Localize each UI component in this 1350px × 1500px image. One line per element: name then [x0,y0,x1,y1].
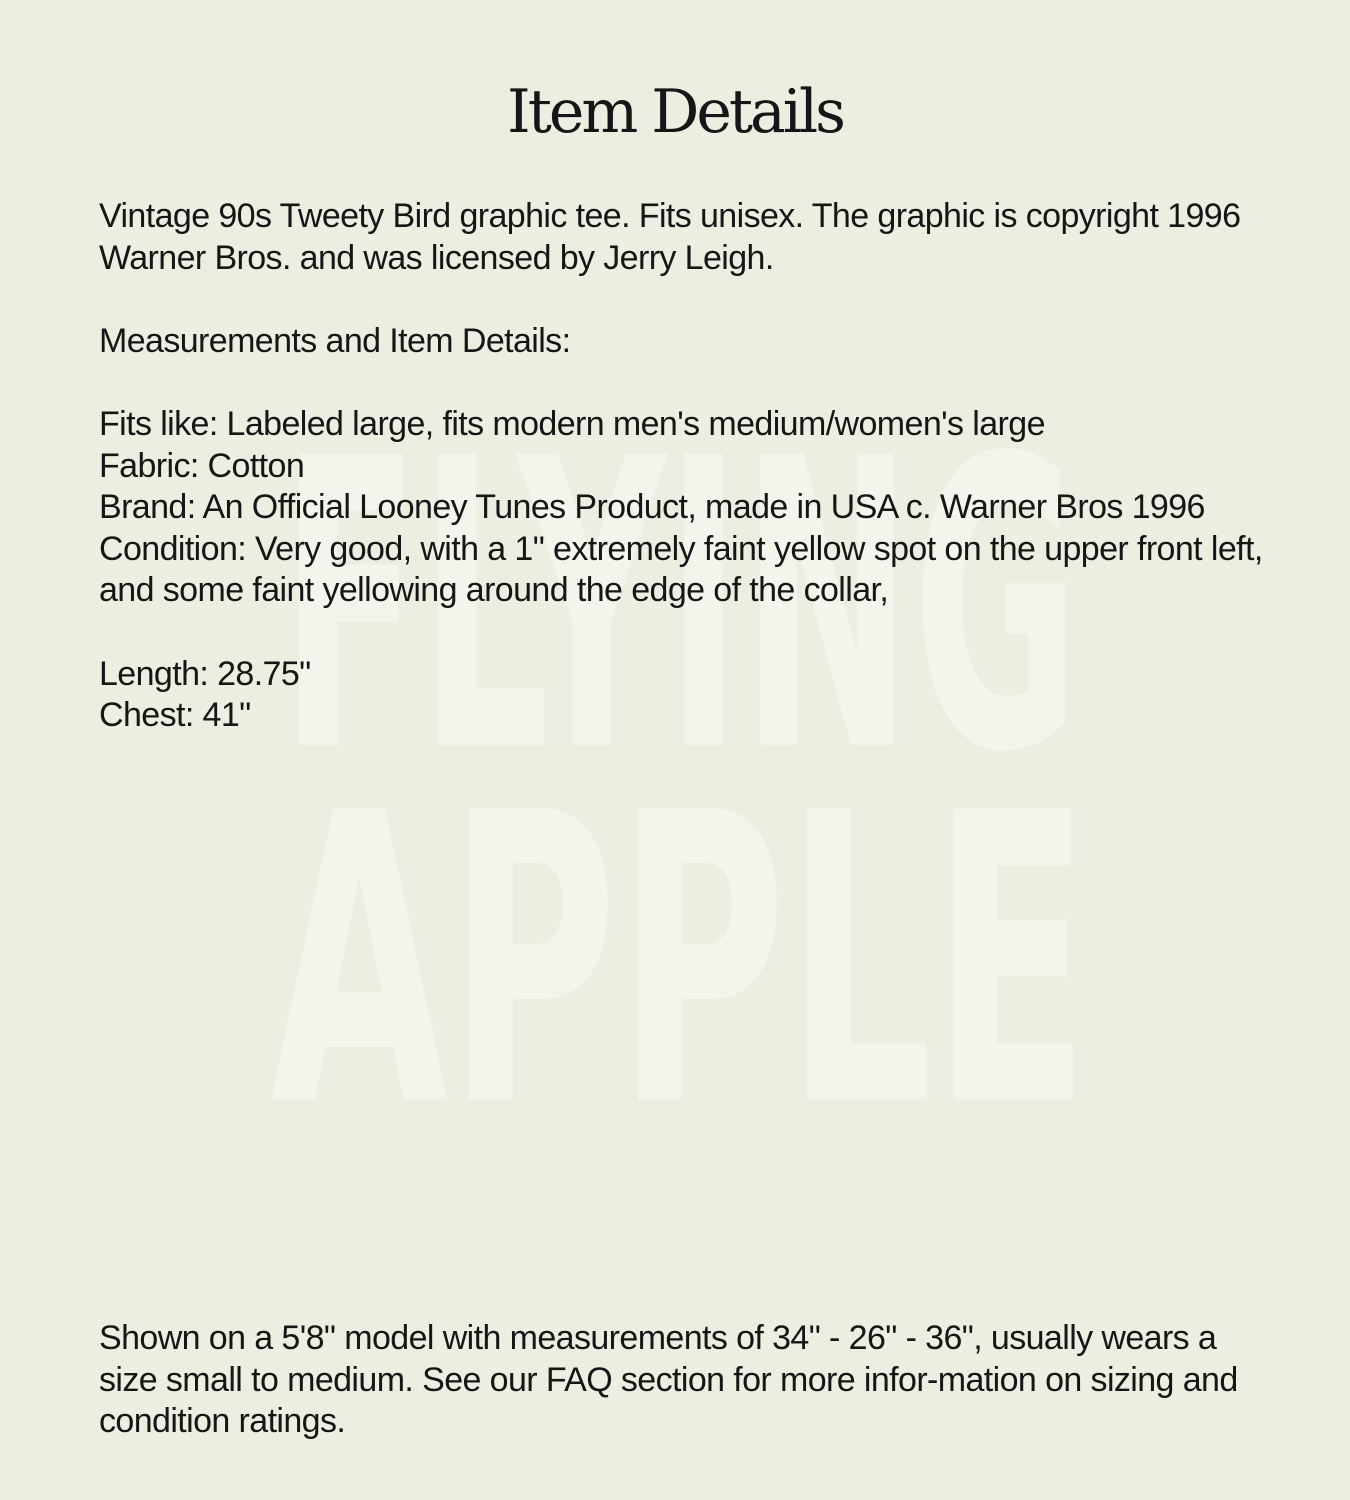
detail-condition: Condition: Very good, with a 1" extremely faint yellow spot on the upper front left, and some faint yellowing around the edge of the collar, [99,529,1263,610]
detail-fabric: Fabric: Cotton [99,446,305,485]
item-description [99,196,1269,737]
spacer [99,362,1269,404]
section-heading: Measurements and Item Details: [99,321,571,360]
intro-text: Vintage 90s Tweety Bird graphic tee. Fits unisex. The graphic is copyright 1996 Warner Bros. and was licensed by Jerry Leigh. [99,197,1241,277]
watermark-line-1: FLYING [280,375,1080,840]
detail-brand: Brand: An Official Looney Tunes Product, made in USA c. Warner Bros 1996 [99,488,1205,527]
detail-fits-like: Fits like: Labeled large, fits modern men's medium/women's large [99,404,1045,443]
model-sizing-note: Shown on a 5'8" model with measurements of 34" - 26" - 36", usually wears a size small to medium. See our FAQ section for more infor-mation on sizing and condition ratings. [99,1319,1238,1441]
measurement-length: Length: 28.75" [99,654,311,693]
spacer [99,279,1269,321]
page-title: Item Details [507,77,843,147]
watermark-line-2: APPLE [270,730,1090,1195]
spacer [99,612,1269,654]
measurement-chest: Chest: 41" [99,696,251,735]
